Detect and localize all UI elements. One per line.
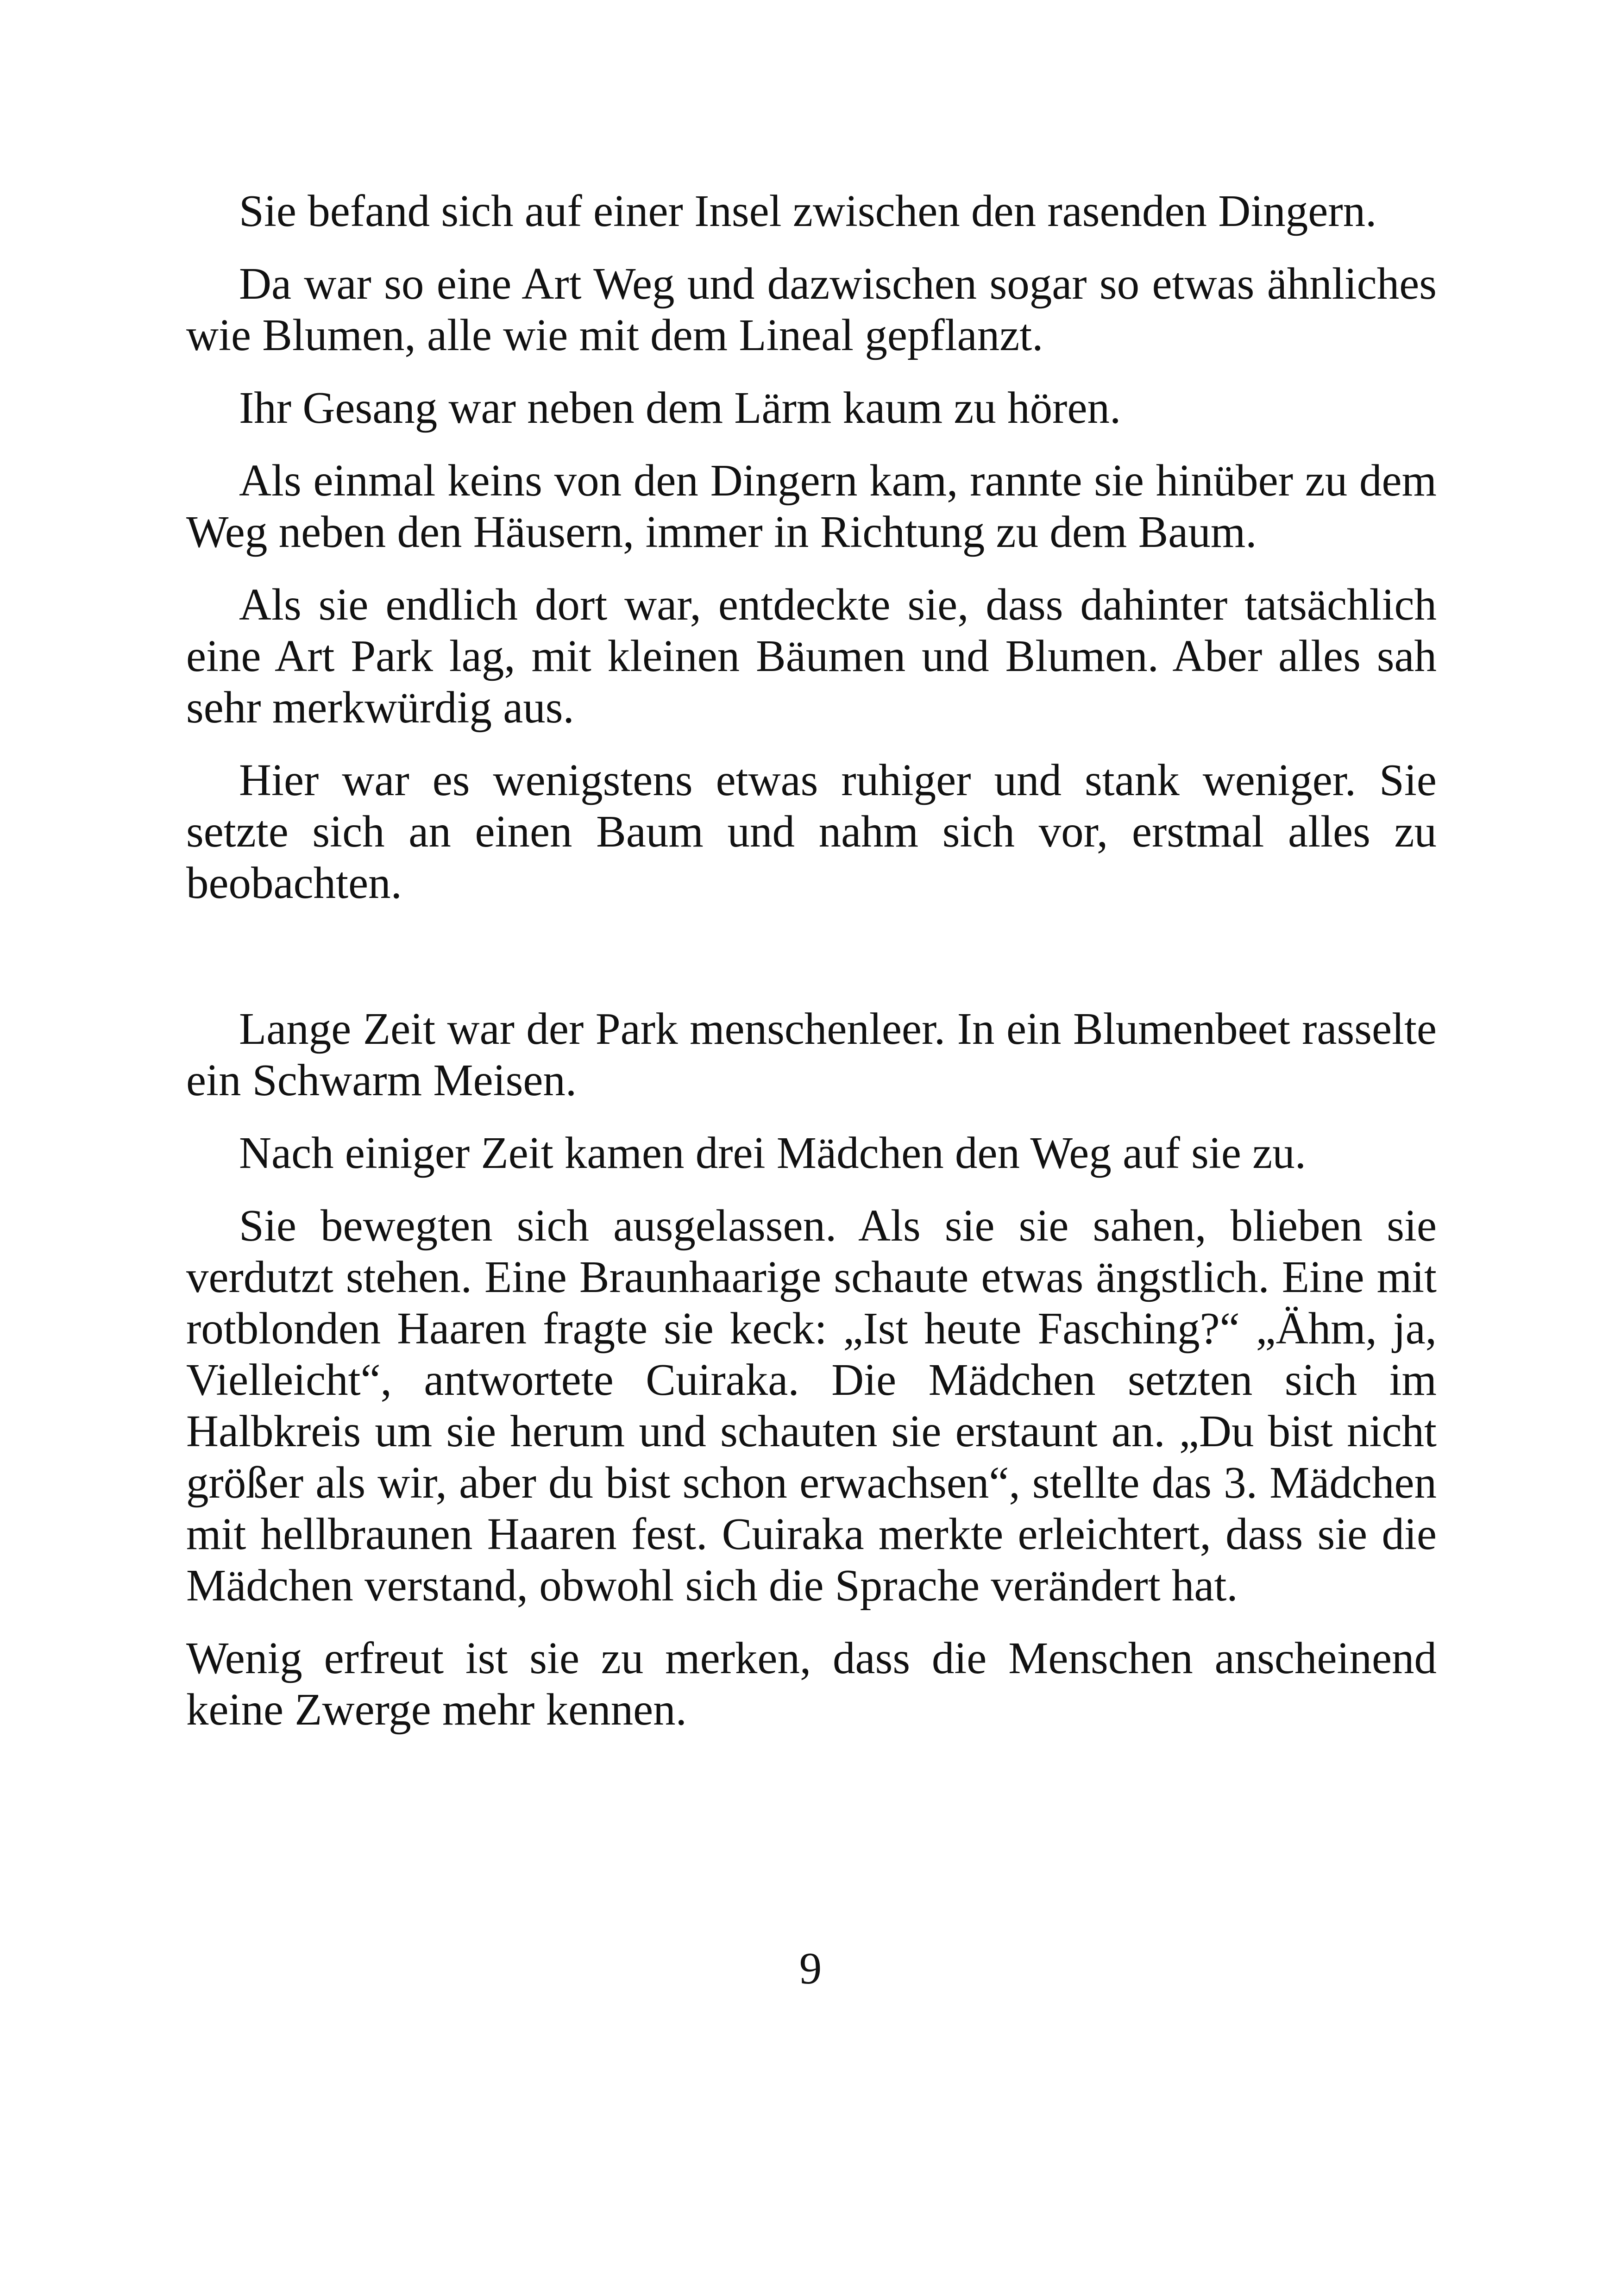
paragraph-1: Sie befand sich auf einer Insel zwischen den rasenden Dingern. [239, 186, 1377, 236]
paragraph-2: Da war so eine Art Weg und dazwischen sogar so etwas ähnliches wie Blumen, alle wie mit dem Lineal gepflanzt. [186, 259, 1437, 360]
section-break [186, 930, 1437, 1003]
paragraph-3: Ihr Gesang war neben dem Lärm kaum zu hören. [239, 383, 1121, 433]
body-text [186, 185, 1437, 1757]
paragraph-4: Als einmal keins von den Dingern kam, rannte sie hinüber zu dem Weg neben den Häusern, immer in Richtung zu dem Baum. [186, 456, 1437, 557]
paragraph-9: Sie bewegten sich ausgelassen. Als sie sie sahen, blieben sie verdutzt stehen. Eine Braunhaarige schaute etwas ängstlich. Eine mit rotblonden Haaren fragte sie keck: „Ist heute Fasching?“ „Ähm, ja, Vielleicht“, antwortete Cuiraka. Die Mädchen setzten sich im Halbkreis um sie herum und schauten sie erstaunt an. „Du bist nicht größer als wir, aber du bist schon erwachsen“, stellte das 3. Mädchen mit hellbraunen Haaren fest. Cuiraka merkte erleichtert, dass sie die Mädchen verstand, obwohl sich die Sprache verändert hat. [186, 1201, 1437, 1610]
paragraph-5: Als sie endlich dort war, entdeckte sie, dass dahinter tatsächlich eine Art Park lag, mit kleinen Bäumen und Blumen. Aber alles sah sehr merkwürdig aus. [186, 580, 1437, 732]
page-number: 9 [799, 1944, 822, 1993]
paragraph-10: Wenig erfreut ist sie zu merken, dass die Menschen anscheinend keine Zwerge mehr kennen. [186, 1633, 1437, 1734]
paragraph-6: Hier war es wenigstens etwas ruhiger und stank weniger. Sie setzte sich an einen Baum und nahm sich vor, erstmal alles zu beobachten. [186, 755, 1437, 908]
paragraph-7: Lange Zeit war der Park menschenleer. In ein Blumenbeet rasselte ein Schwarm Meisen. [186, 1004, 1437, 1105]
paragraph-8: Nach einiger Zeit kamen drei Mädchen den Weg auf sie zu. [239, 1128, 1306, 1178]
